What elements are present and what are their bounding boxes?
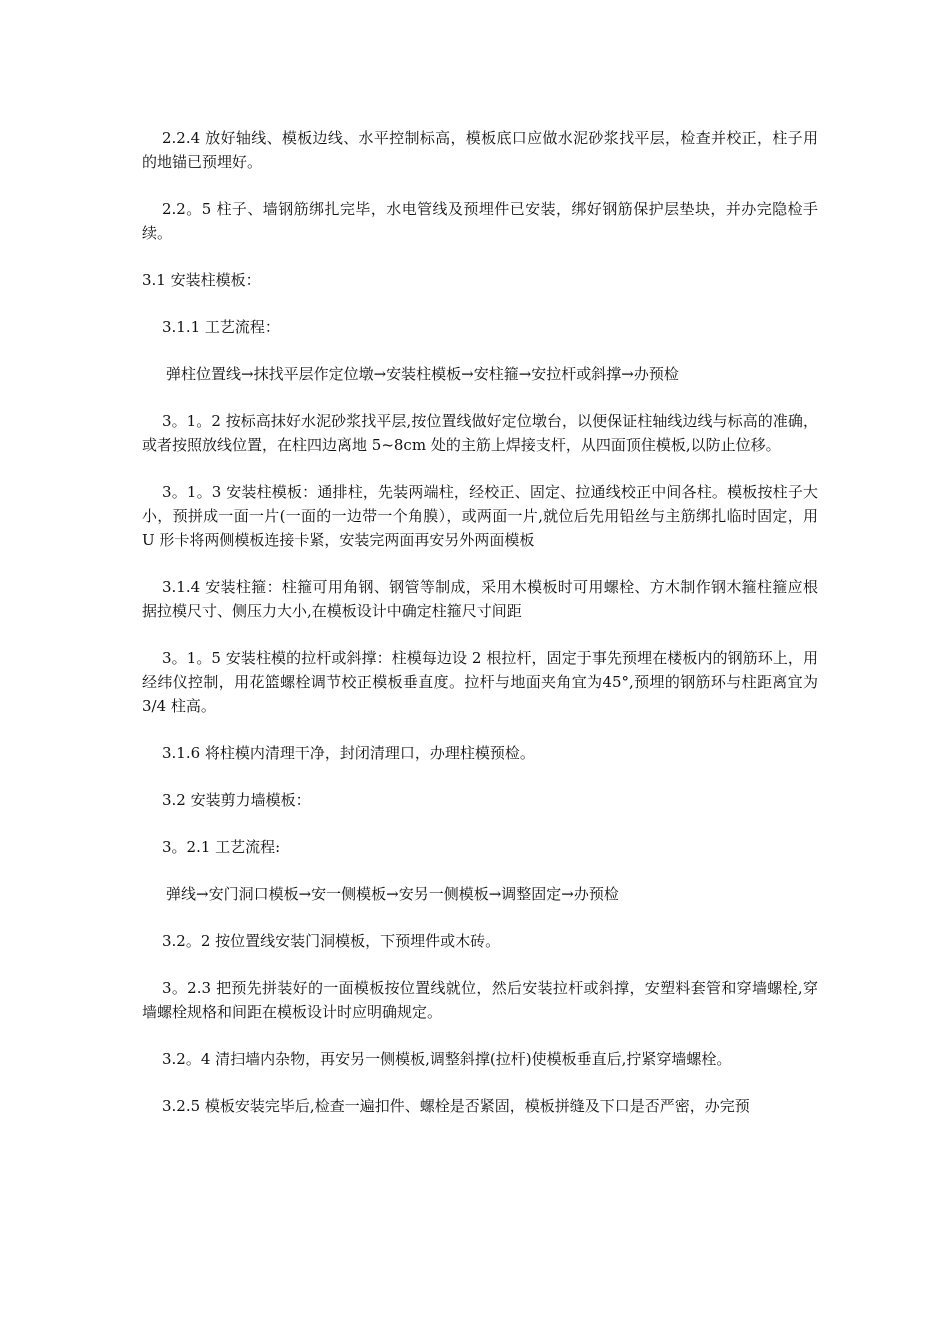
process-flow-wall: 弹线→安门洞口模板→安一侧模板→安另一侧模板→调整固定→办预检: [166, 885, 619, 903]
paragraph-3-1-5: 3。1。5 安装柱模的拉杆或斜撑：柱模每边设 2 根拉杆，固定于事先预埋在楼板内的钢筋环上，用经纬仪控制，用花篮螺栓调节校正模板垂直度。拉杆与地面夹角宜为45°,预埋的钢筋环与柱距离宜为 3/4 柱高。: [142, 649, 818, 715]
section-heading-3-1: 3.1 安装柱模板：: [142, 271, 261, 289]
section-heading-3-2: 3.2 安装剪力墙模板：: [162, 791, 311, 809]
paragraph-3-1-2: 3。1。2 按标高抹好水泥砂浆找平层,按位置线做好定位墩台，以便保证柱轴线边线与标高的准确，或者按照放线位置，在柱四边离地 5~8cm 处的主筋上焊接支杆，从四面顶住模板,以防止位移。: [142, 412, 818, 454]
paragraph-3-1-6: 3.1.6 将柱模内清理干净，封闭清理口，办理柱模预检。: [162, 744, 535, 762]
paragraph-3-2-1: 3。2.1 工艺流程:: [162, 838, 281, 856]
paragraph-2-2-5: 2.2。5 柱子、墙钢筋绑扎完毕，水电管线及预埋件已安装，绑好钢筋保护层垫块，并办完隐检手续。: [142, 200, 818, 242]
paragraph-3-1-4: 3.1.4 安装柱箍：柱箍可用角钢、钢管等制成，采用木模板时可用螺栓、方木制作钢木箍柱箍应根据拉模尺寸、侧压力大小,在模板设计中确定柱箍尺寸间距: [142, 578, 818, 620]
paragraph-3-2-3: 3。2.3 把预先拼装好的一面模板按位置线就位，然后安装拉杆或斜撑，安塑料套管和穿墙螺栓,穿墙螺栓规格和间距在模板设计时应明确规定。: [142, 979, 818, 1021]
paragraph-3-2-5: 3.2.5 模板安装完毕后,检查一遍扣件、螺栓是否紧固，模板拼缝及下口是否严密，办完预: [162, 1097, 750, 1115]
paragraph-3-2-2: 3.2。2 按位置线安装门洞模板，下预埋件或木砖。: [162, 932, 501, 950]
paragraph-3-1-3: 3。1。3 安装柱模板：通排柱，先装两端柱，经校正、固定、拉通线校正中间各柱。模板按柱子大小，预拼成一面一片(一面的一边带一个角膜），或两面一片,就位后先用铅丝与主筋绑扎临时固定，用 U 形卡将两侧模板连接卡紧，安装完两面再安另外两面模板: [142, 483, 818, 549]
paragraph-3-2-4: 3.2。4 清扫墙内杂物，再安另一侧模板,调整斜撑(拉杆)使模板垂直后,拧紧穿墙螺栓。: [162, 1050, 732, 1068]
paragraph-2-2-4: 2.2.4 放好轴线、模板边线、水平控制标高，模板底口应做水泥砂浆找平层，检查并校正，柱子用的地锚已预埋好。: [142, 129, 818, 171]
paragraph-3-1-1: 3.1.1 工艺流程：: [162, 318, 280, 336]
process-flow-column: 弹柱位置线→抹找平层作定位墩→安装柱模板→安柱箍→安拉杆或斜撑→办预检: [166, 365, 679, 383]
